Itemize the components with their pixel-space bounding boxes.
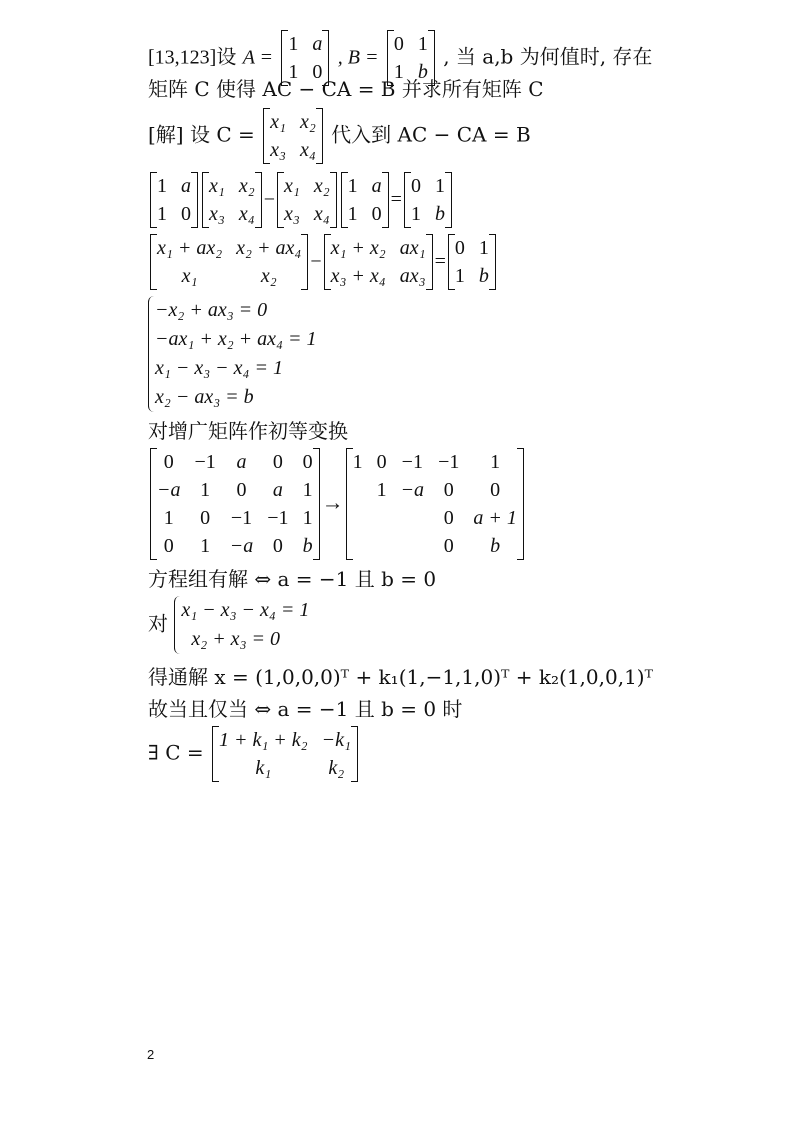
augmented-transform bbox=[148, 448, 526, 560]
reduced-system-line bbox=[148, 596, 309, 654]
problem-ref: [13,123] bbox=[148, 46, 217, 69]
matrix-C: x₁ x₂ x₃ x₄ bbox=[263, 108, 323, 164]
solvable-condition: 方程组有解 ⇔ a = −1 且 b = 0 bbox=[148, 567, 437, 591]
substitution-text: 代入到 AC − CA = B bbox=[331, 122, 531, 147]
augmented-matrix: 0 −1 a 0 0 −a 1 0 a 1 1 0 −1 −1 1 0 1 −a 0 b bbox=[150, 448, 320, 560]
final-line bbox=[148, 726, 360, 782]
matrix-C-copy2: x₁ x₂ x₃ x₄ bbox=[277, 172, 337, 228]
reduced-eq-2: x₂ + x₃ = 0 bbox=[191, 628, 281, 650]
product-equation bbox=[148, 172, 454, 228]
reduced-matrix: 1 0 −1 −1 1 1 −a 0 0 0 a + 1 0 b bbox=[346, 448, 524, 560]
conclusion: 故当且仅当 ⇔ a = −1 且 b = 0 时 bbox=[148, 697, 463, 721]
matrix-A: 1 a 1 0 bbox=[281, 30, 329, 86]
matrix-B-copy: 0 1 1 b bbox=[404, 172, 452, 228]
reduced-system-brace bbox=[174, 596, 309, 654]
minus-sign: − bbox=[263, 188, 275, 211]
matrix-expanded-left: x₁ + ax₂ x₂ + ax₄ x₁ x₂ bbox=[150, 234, 308, 290]
problem-text3: 矩阵 C 使得 AC − CA = B 并求所有矩阵 C bbox=[148, 77, 544, 101]
row-op-text: 对增广矩阵作初等变换 bbox=[148, 419, 348, 443]
matrix-A-copy1: 1 a 1 0 bbox=[150, 172, 198, 228]
equals-sign-2: = bbox=[434, 250, 446, 273]
matrix-A-label: A = bbox=[242, 46, 274, 69]
system-eq-2: −ax₁ + x₂ + ax₄ = 1 bbox=[155, 328, 317, 350]
matrix-B: 0 1 1 b bbox=[387, 30, 435, 86]
reduced-eq-1: x₁ − x₃ − x₄ = 1 bbox=[181, 599, 310, 621]
solution-intro-line bbox=[148, 108, 531, 164]
final-matrix-C: 1 + k₁ + k₂ −k₁ k₁ k₂ bbox=[212, 726, 358, 782]
matrix-C-copy1: x₁ x₂ x₃ x₄ bbox=[202, 172, 262, 228]
problem-text2: , 当 a,b 为何值时, 存在 bbox=[443, 44, 653, 69]
general-solution: 得通解 x = (1,0,0,0)ᵀ + k₁(1,−1,1,0)ᵀ + k₂(1,0,0,1)ᵀ bbox=[148, 665, 654, 689]
matrix-B-label: , B = bbox=[337, 46, 379, 69]
system-brace bbox=[148, 296, 316, 412]
solution-intro: [解] 设 C = bbox=[148, 122, 255, 147]
equals-sign: = bbox=[390, 188, 402, 211]
exists-label: ∃ C = bbox=[148, 740, 204, 765]
linear-system bbox=[148, 296, 316, 412]
problem-text1: 设 bbox=[216, 44, 237, 69]
transform-arrow: → bbox=[321, 489, 344, 515]
system-eq-3: x₁ − x₃ − x₄ = 1 bbox=[155, 357, 283, 379]
page-number: 2 bbox=[147, 1047, 155, 1062]
matrix-A-copy2: 1 a 1 0 bbox=[341, 172, 389, 228]
matrix-B-copy2: 0 1 1 b bbox=[448, 234, 496, 290]
minus-sign-2: − bbox=[310, 250, 322, 273]
system-eq-4: x₂ − ax₃ = b bbox=[155, 386, 254, 408]
reduced-system-prefix: 对 bbox=[148, 611, 168, 636]
matrix-expanded-right: x₁ + x₂ ax₁ x₃ + x₄ ax₃ bbox=[324, 234, 433, 290]
system-eq-1: −x₂ + ax₃ = 0 bbox=[155, 299, 268, 321]
expanded-equation bbox=[148, 234, 498, 290]
